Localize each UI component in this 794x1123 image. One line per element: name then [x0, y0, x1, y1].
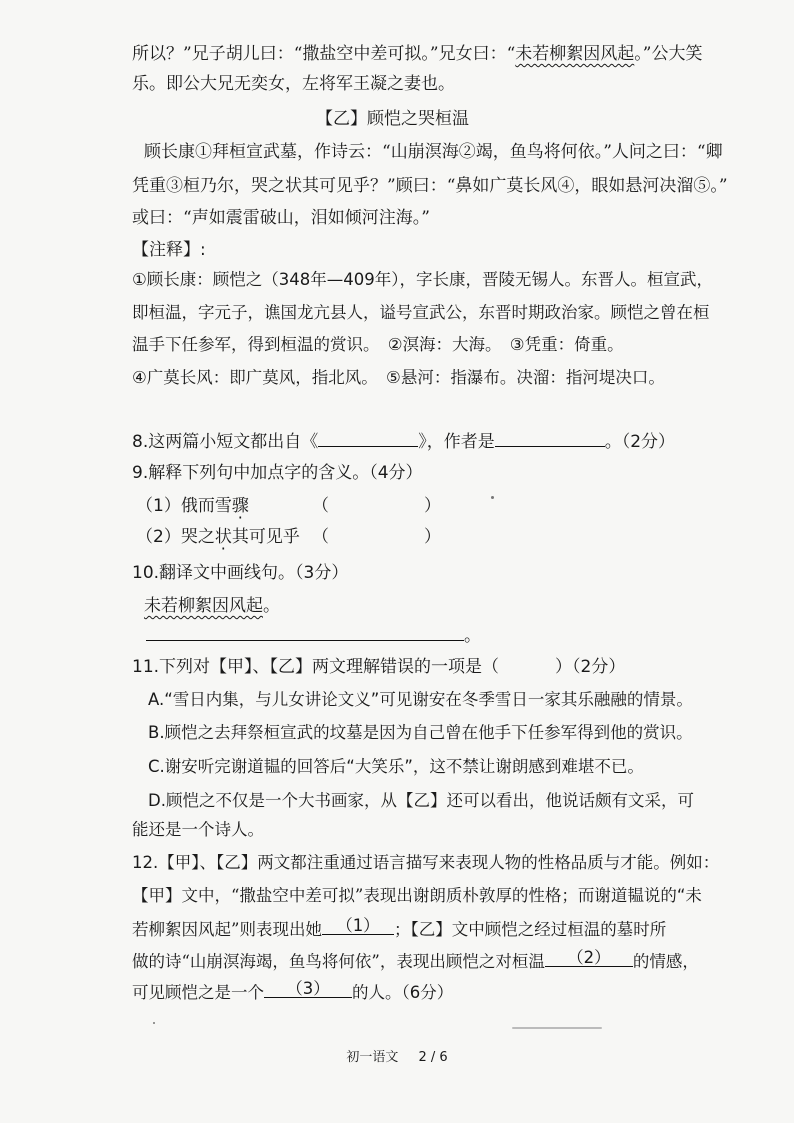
answer-blank-book[interactable] [318, 428, 418, 447]
notes-header: 【注释】: [132, 240, 206, 260]
question-10-sentence: 未若柳絮因风起。 [144, 596, 280, 616]
option-a: A.“雪日内集，与儿女讲论文义”可见谢安在冬季雪日一家其乐融融的情景。 [148, 690, 693, 709]
passage-yi-title: 【乙】顾恺之哭桓温 [316, 109, 469, 129]
answer-paren-left-2: （ [312, 527, 329, 547]
note-line-1: ①顾长康：顾恺之（348年—409年），字长康，晋陵无锡人。东晋人。桓宣武， [132, 270, 714, 289]
answer-blank-translation[interactable] [146, 622, 464, 641]
scan-speck [512, 1027, 602, 1029]
question-12-line-3: 若柳絮因风起”则表现出她 （1） ；【乙】文中顾恺之经过桓温的墓时所 [132, 916, 667, 939]
scan-speck [491, 496, 494, 499]
note-line-3: 温手下任参军，得到桓温的赏识。 ②溟海：大海。 ③凭重：倚重。 [132, 335, 624, 354]
question-9-item-2: （2）哭之状其可见乎 [136, 527, 300, 547]
underlined-sentence: 未若柳絮因风起 [515, 44, 635, 64]
underlined-sentence: 未若柳絮因风起 [144, 596, 263, 616]
option-d-line-2: 能还是一个诗人。 [132, 820, 264, 839]
question-8: 8.这两篇小短文都出自《 》，作者是 。（2分） [132, 428, 675, 454]
answer-paren-right-2: ） [424, 527, 441, 547]
note-line-4: ④广莫长风：即广莫风，指北风。 ⑤悬河：指瀑布。决溜：指河堤决口。 [132, 368, 665, 387]
dotted-char: 状 [214, 527, 232, 547]
question-12-line-1: 12.【甲】、【乙】两文都注重通过语言描写来表现人物的性格品质与才能。例如： [132, 853, 720, 872]
question-12-line-5: 可见顾恺之是一个 （3） 的人。（6分） [132, 979, 454, 1002]
question-10-stem: 10.翻译文中画线句。（3分） [132, 563, 349, 583]
answer-blank-3[interactable]: （3） [264, 979, 352, 998]
question-12-line-2: 【甲】文中，“撒盐空中差可拟”表现出谢朗质朴敦厚的性格；而谢道韫说的“未 [132, 886, 702, 905]
footer-page-number: 2 / 6 [418, 1050, 448, 1065]
answer-paren-left-1: （ [312, 496, 329, 516]
answer-paren-right-1: ） [424, 496, 441, 516]
passage-yi-line-1: 顾长康①拜桓宣武墓，作诗云：“山崩溟海②竭，鱼鸟将何依。”人问之曰：“卿 [144, 142, 723, 162]
question-12-line-4: 做的诗“山崩溟海竭，鱼鸟将何依”，表现出顾恺之对桓温 （2） 的情感， [132, 948, 699, 971]
passage-yi-line-2: 凭重③桓乃尔，哭之状其可见乎？”顾曰：“鼻如广莫长风④，眼如悬河决溜⑤。” [132, 176, 728, 196]
answer-blank-1[interactable]: （1） [322, 916, 394, 935]
question-11-stem: 11.下列对【甲】、【乙】两文理解错误的一项是（ ）（2分） [132, 657, 626, 677]
answer-blank-2[interactable]: （2） [545, 948, 633, 967]
answer-blank-author[interactable] [495, 428, 605, 447]
scan-speck [153, 1022, 155, 1024]
question-9-stem: 9.解释下列句中加点字的含义。（4分） [132, 463, 423, 483]
question-10-answer-line: 。 [146, 622, 481, 648]
note-line-2: 即桓温，字元子，谯国龙亢县人，谥号宣武公，东晋时期政治家。顾恺之曾在桓 [132, 303, 710, 322]
passage-jia-line-1: 所以？”兄子胡儿曰：“撒盐空中差可拟。”兄女曰：“未若柳絮因风起。”公大笑 [132, 44, 703, 64]
option-c: C.谢安听完谢道韫的回答后“大笑乐”，这不禁让谢朗感到难堪不已。 [148, 757, 644, 776]
option-b: B.顾恺之去拜祭桓宣武的坟墓是因为自己曾在他手下任参军得到他的赏识。 [148, 723, 693, 742]
option-d-line-1: D.顾恺之不仅是一个大书画家，从【乙】还可以看出，他说话颇有文采，可 [148, 791, 694, 810]
question-9-item-1: （1）俄而雪骤 [136, 496, 249, 516]
page-footer [0, 1046, 794, 1065]
dotted-char: 骤 [231, 496, 249, 516]
passage-jia-line-2: 乐。即公大兄无奕女，左将军王凝之妻也。 [132, 74, 455, 94]
footer-subject: 初一语文 [346, 1050, 399, 1065]
passage-yi-line-3: 或曰：“声如震雷破山，泪如倾河注海。” [132, 208, 430, 228]
